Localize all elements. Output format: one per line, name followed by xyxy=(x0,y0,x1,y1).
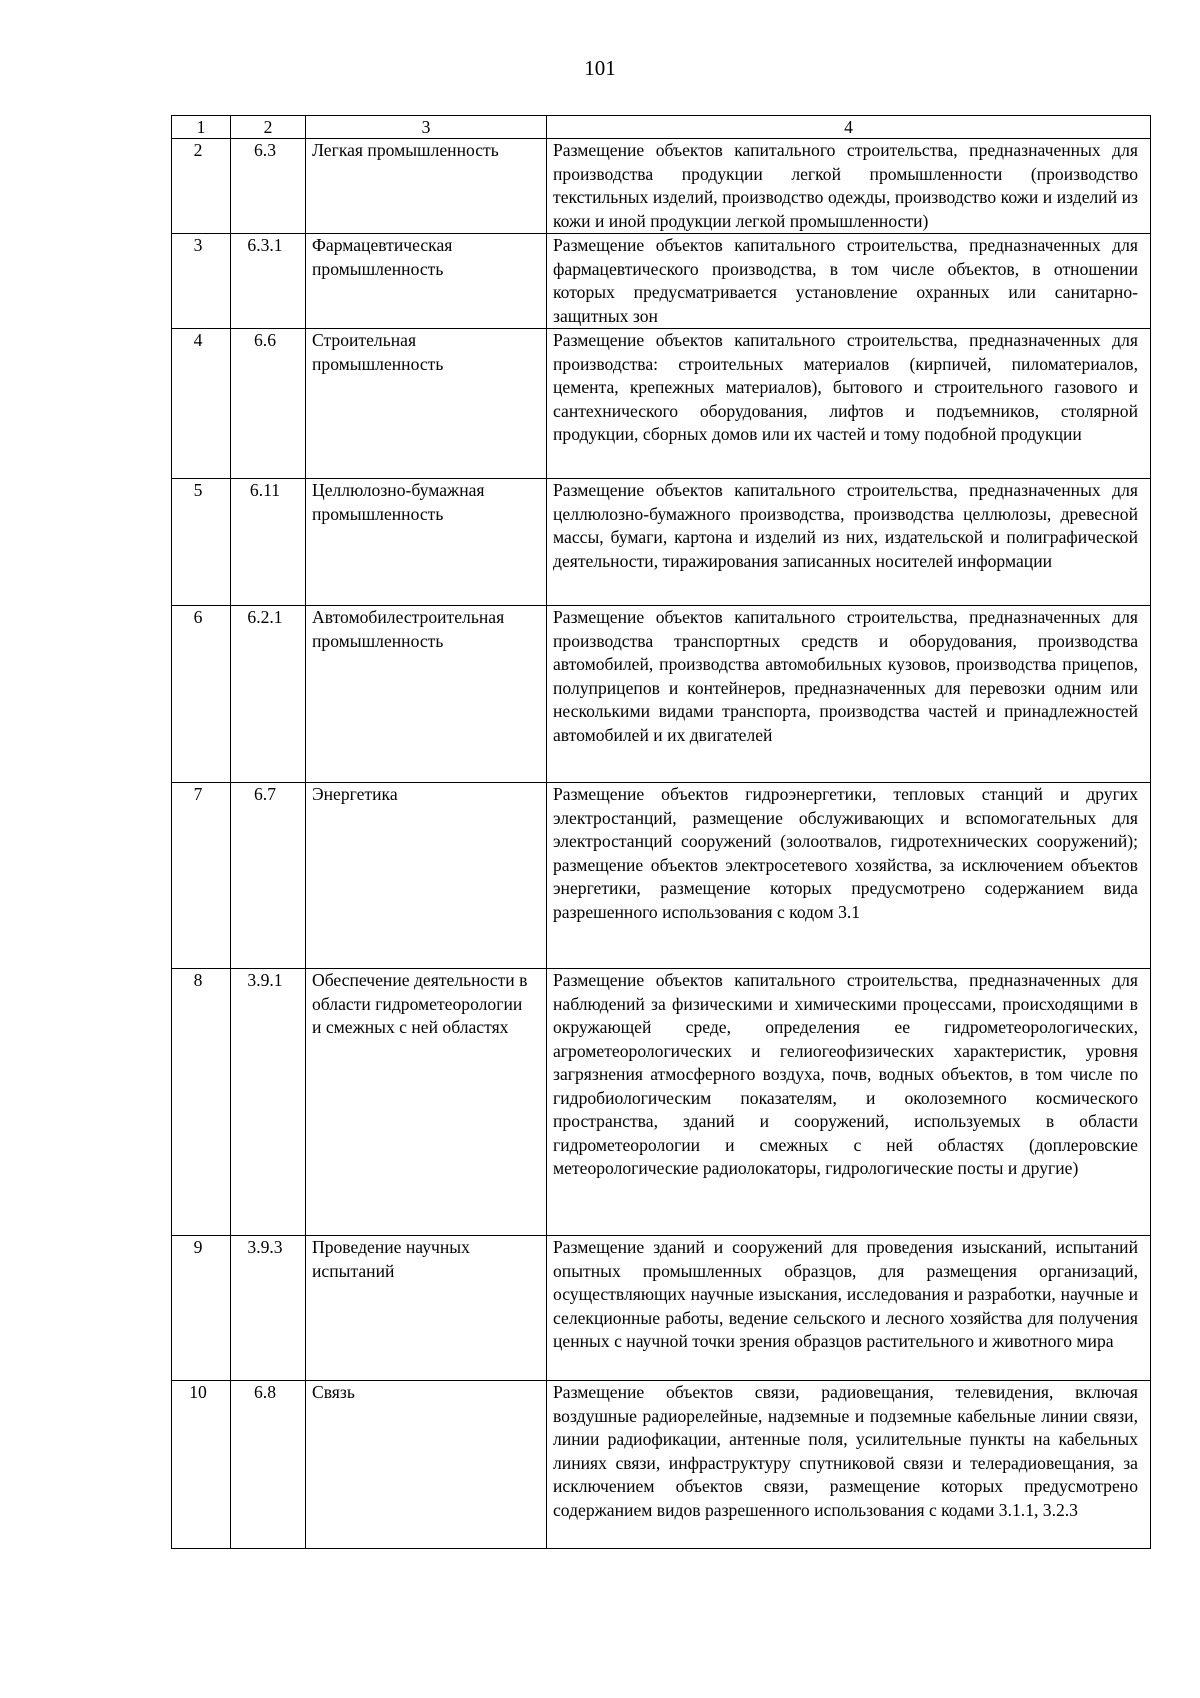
row-number: 4 xyxy=(172,329,231,479)
row-description: Размещение объектов связи, радиовещания, телевидения, включая воздушные радиорелейные, надземные и подземные кабельные линии связи, линии радиофикации, антенные поля, усилительные пункты на кабельных линиях связи, инфраструктуру спутниковой связи и телерадиовещания, за исключением объектов связи, размещение которых предусмотрено содержанием видов разрешенного использования с кодами 3.1.1, 3.2.3 xyxy=(547,1381,1151,1549)
table-row xyxy=(172,234,1151,329)
land-use-table xyxy=(171,115,1151,1549)
table-row xyxy=(172,1381,1151,1549)
row-name: Связь xyxy=(306,1381,547,1549)
row-number: 6 xyxy=(172,606,231,783)
row-number: 2 xyxy=(172,139,231,234)
row-number: 7 xyxy=(172,783,231,969)
row-name: Фармацевтическая промышленность xyxy=(306,234,547,329)
table-row xyxy=(172,606,1151,783)
row-description: Размещение объектов гидроэнергетики, тепловых станций и других электростанций, размещение обслуживающих и вспомогательных для электростанций сооружений (золоотвалов, гидротехнических сооружений); размещение объектов электросетевого хозяйства, за исключением объектов энергетики, размещение которых предусмотрено содержанием вида разрешенного использования с кодом 3.1 xyxy=(547,783,1151,969)
table-row xyxy=(172,969,1151,1236)
row-code: 3.9.1 xyxy=(231,969,306,1236)
header-col-3: 3 xyxy=(306,116,547,139)
row-code: 6.6 xyxy=(231,329,306,479)
row-description: Размещение объектов капитального строительства, предназначенных для фармацевтического производства, в том числе объектов, в отношении которых предусматривается установление охранных или санитарно-защитных зон xyxy=(547,234,1151,329)
row-number: 5 xyxy=(172,479,231,606)
header-col-2: 2 xyxy=(231,116,306,139)
table-row xyxy=(172,329,1151,479)
row-code: 6.3 xyxy=(231,139,306,234)
row-number: 3 xyxy=(172,234,231,329)
row-number: 8 xyxy=(172,969,231,1236)
row-name: Проведение научных испытаний xyxy=(306,1236,547,1381)
row-code: 6.3.1 xyxy=(231,234,306,329)
row-description: Размещение объектов капитального строительства, предназначенных для производства продукции легкой промышленности (производство текстильных изделий, производство одежды, производство кожи и изделий из кожи и иной продукции легкой промышленности) xyxy=(547,139,1151,234)
row-name: Легкая промышленность xyxy=(306,139,547,234)
row-code: 3.9.3 xyxy=(231,1236,306,1381)
row-number: 9 xyxy=(172,1236,231,1381)
row-description: Размещение зданий и сооружений для проведения изысканий, испытаний опытных промышленных образцов, для размещения организаций, осуществляющих научные изыскания, исследования и разработки, научные и селекционные работы, ведение сельского и лесного хозяйства для получения ценных с научной точки зрения образцов растительного и животного мира xyxy=(547,1236,1151,1381)
row-name: Строительная промышленность xyxy=(306,329,547,479)
row-name: Автомобилестроительная промышленность xyxy=(306,606,547,783)
row-description: Размещение объектов капитального строительства, предназначенных для производства транспортных средств и оборудования, производства автомобилей, производства автомобильных кузовов, производства прицепов, полуприцепов и контейнеров, предназначенных для перевозки одним или несколькими видами транспорта, производства частей и принадлежностей автомобилей и их двигателей xyxy=(547,606,1151,783)
table-header-row xyxy=(172,116,1151,139)
table-row xyxy=(172,783,1151,969)
table-row xyxy=(172,1236,1151,1381)
table-row xyxy=(172,139,1151,234)
header-col-1: 1 xyxy=(172,116,231,139)
row-description: Размещение объектов капитального строительства, предназначенных для производства: строительных материалов (кирпичей, пиломатериалов, цемента, крепежных материалов), бытового и строительного газового и сантехнического оборудования, лифтов и подъемников, столярной продукции, сборных домов или их частей и тому подобной продукции xyxy=(547,329,1151,479)
row-name: Энергетика xyxy=(306,783,547,969)
row-number: 10 xyxy=(172,1381,231,1549)
row-code: 6.7 xyxy=(231,783,306,969)
row-description: Размещение объектов капитального строительства, предназначенных для наблюдений за физическими и химическими процессами, происходящими в окружающей среде, определения ее гидрометеорологических, агрометеорологических и гелиогеофизических характеристик, уровня загрязнения атмосферного воздуха, почв, водных объектов, в том числе по гидробиологическим показателям, и околоземного космического пространства, зданий и сооружений, используемых в области гидрометеорологии и смежных с ней областях (доплеровские метеорологические радиолокаторы, гидрологические посты и другие) xyxy=(547,969,1151,1236)
header-col-4: 4 xyxy=(547,116,1151,139)
row-code: 6.8 xyxy=(231,1381,306,1549)
row-code: 6.11 xyxy=(231,479,306,606)
row-name: Обеспечение деятельности в области гидрометеорологии и смежных с ней областях xyxy=(306,969,547,1236)
table-row xyxy=(172,479,1151,606)
row-code: 6.2.1 xyxy=(231,606,306,783)
row-description: Размещение объектов капитального строительства, предназначенных для целлюлозно-бумажного производства, производства целлюлозы, древесной массы, бумаги, картона и изделий из них, издательской и полиграфической деятельности, тиражирования записанных носителей информации xyxy=(547,479,1151,606)
page-number: 101 xyxy=(584,56,616,80)
row-name: Целлюлозно-бумажная промышленность xyxy=(306,479,547,606)
